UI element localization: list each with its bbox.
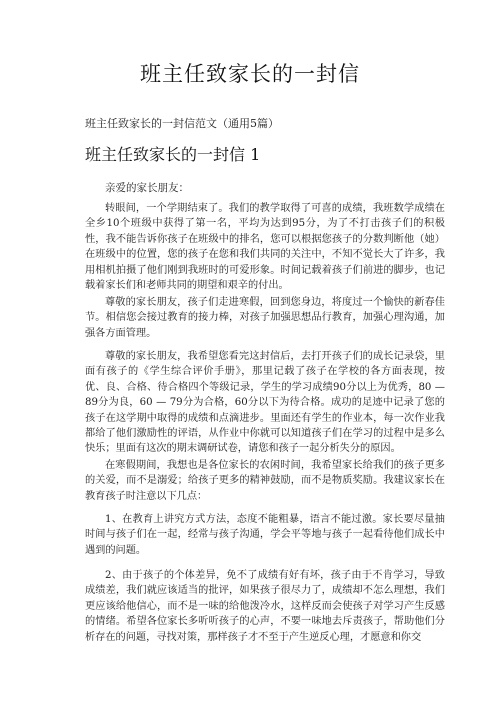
paragraph: 在寒假期间，我想也是各位家长的农闲时间，我希望家长给我们的孩子更多的关爱，而不是溺爱；给孩子更多的精神鼓励，而不是物质奖励。我建议家长在教育孩子时注意以下几点： xyxy=(85,460,445,502)
section-heading: 班主任致家长的一封信 1 xyxy=(85,145,261,164)
document-title: 班主任致家长的一封信 xyxy=(140,62,360,86)
paragraph: 尊敬的家长朋友，我希望您看完这封信后，去打开孩子们的成长记录袋，里面有孩子的《学生综合评价手册》，那里记载了孩子在学校的各方面表现，按优、良、合格、待合格四个等级记录，学生的学习成绩90分以上为优秀，80 — 89分为良，60 — 79分为合格，60分以下为待合格。成功的足迹中记录了您的孩子在这学期中取得的成绩和点滴进步。里面还有学生的作业本，每一次作业我都给了他们激励性的评语，从作业中你就可以知道孩子们在学习的过程中是多么快乐；里面有这次的期末调研试卷，请您和孩子一起分析失分的原因。 xyxy=(85,351,445,455)
paragraph: 2、由于孩子的个体差异，免不了成绩有好有坏，孩子由于不肯学习，导致成绩差，我们就应该适当的批评，如果孩子很尽力了，成绩却不怎么理想，我们更应该给他信心，而不是一味的给他泼冷水，这样反而会使孩子对学习产生反感的情绪。希望各位家长多听听孩子的心声，不要一味地去斥责孩子，帮助他们分析存在的问题，寻找对策，那样孩子才不至于产生逆反心理，才愿意和你交 xyxy=(85,570,445,643)
document-subtitle: 班主任致家长的一封信范文（通用5篇） xyxy=(85,117,279,130)
paragraph: 1、在教育上讲究方式方法，态度不能粗暴，语言不能过激。家长要尽量抽时间与孩子们在一起，经常与孩子沟通，学会平等地与孩子一起看待他们成长中遇到的问题。 xyxy=(85,514,445,556)
paragraph: 尊敬的家长朋友，孩子们走进寒假，回到您身边，将度过一个愉快的新春佳节。相信您会接过教育的接力棒，对孩子加强思想品行教育，加强心理沟通，加强各方面管理。 xyxy=(85,297,445,339)
paragraph: 转眼间，一个学期结束了。我们的教学取得了可喜的成绩，我班数学成绩在全乡10个班级中获得了第一名，平均为达到95分，为了不打击孩子们的积极性，我不能告诉你孩子在班级中的排名，您可以根据您孩子的分数判断他（她）在班级中的位置，您的孩子在您和我们共同的关注中，不知不觉长大了许多，我用相机拍摄了他们刚到我班时的可爱形象。时间记载着孩子们前进的脚步，也记载着家长们和老师共同的期望和艰辛的付出。 xyxy=(85,203,445,292)
salutation: 亲爱的家长朋友： xyxy=(105,182,189,194)
